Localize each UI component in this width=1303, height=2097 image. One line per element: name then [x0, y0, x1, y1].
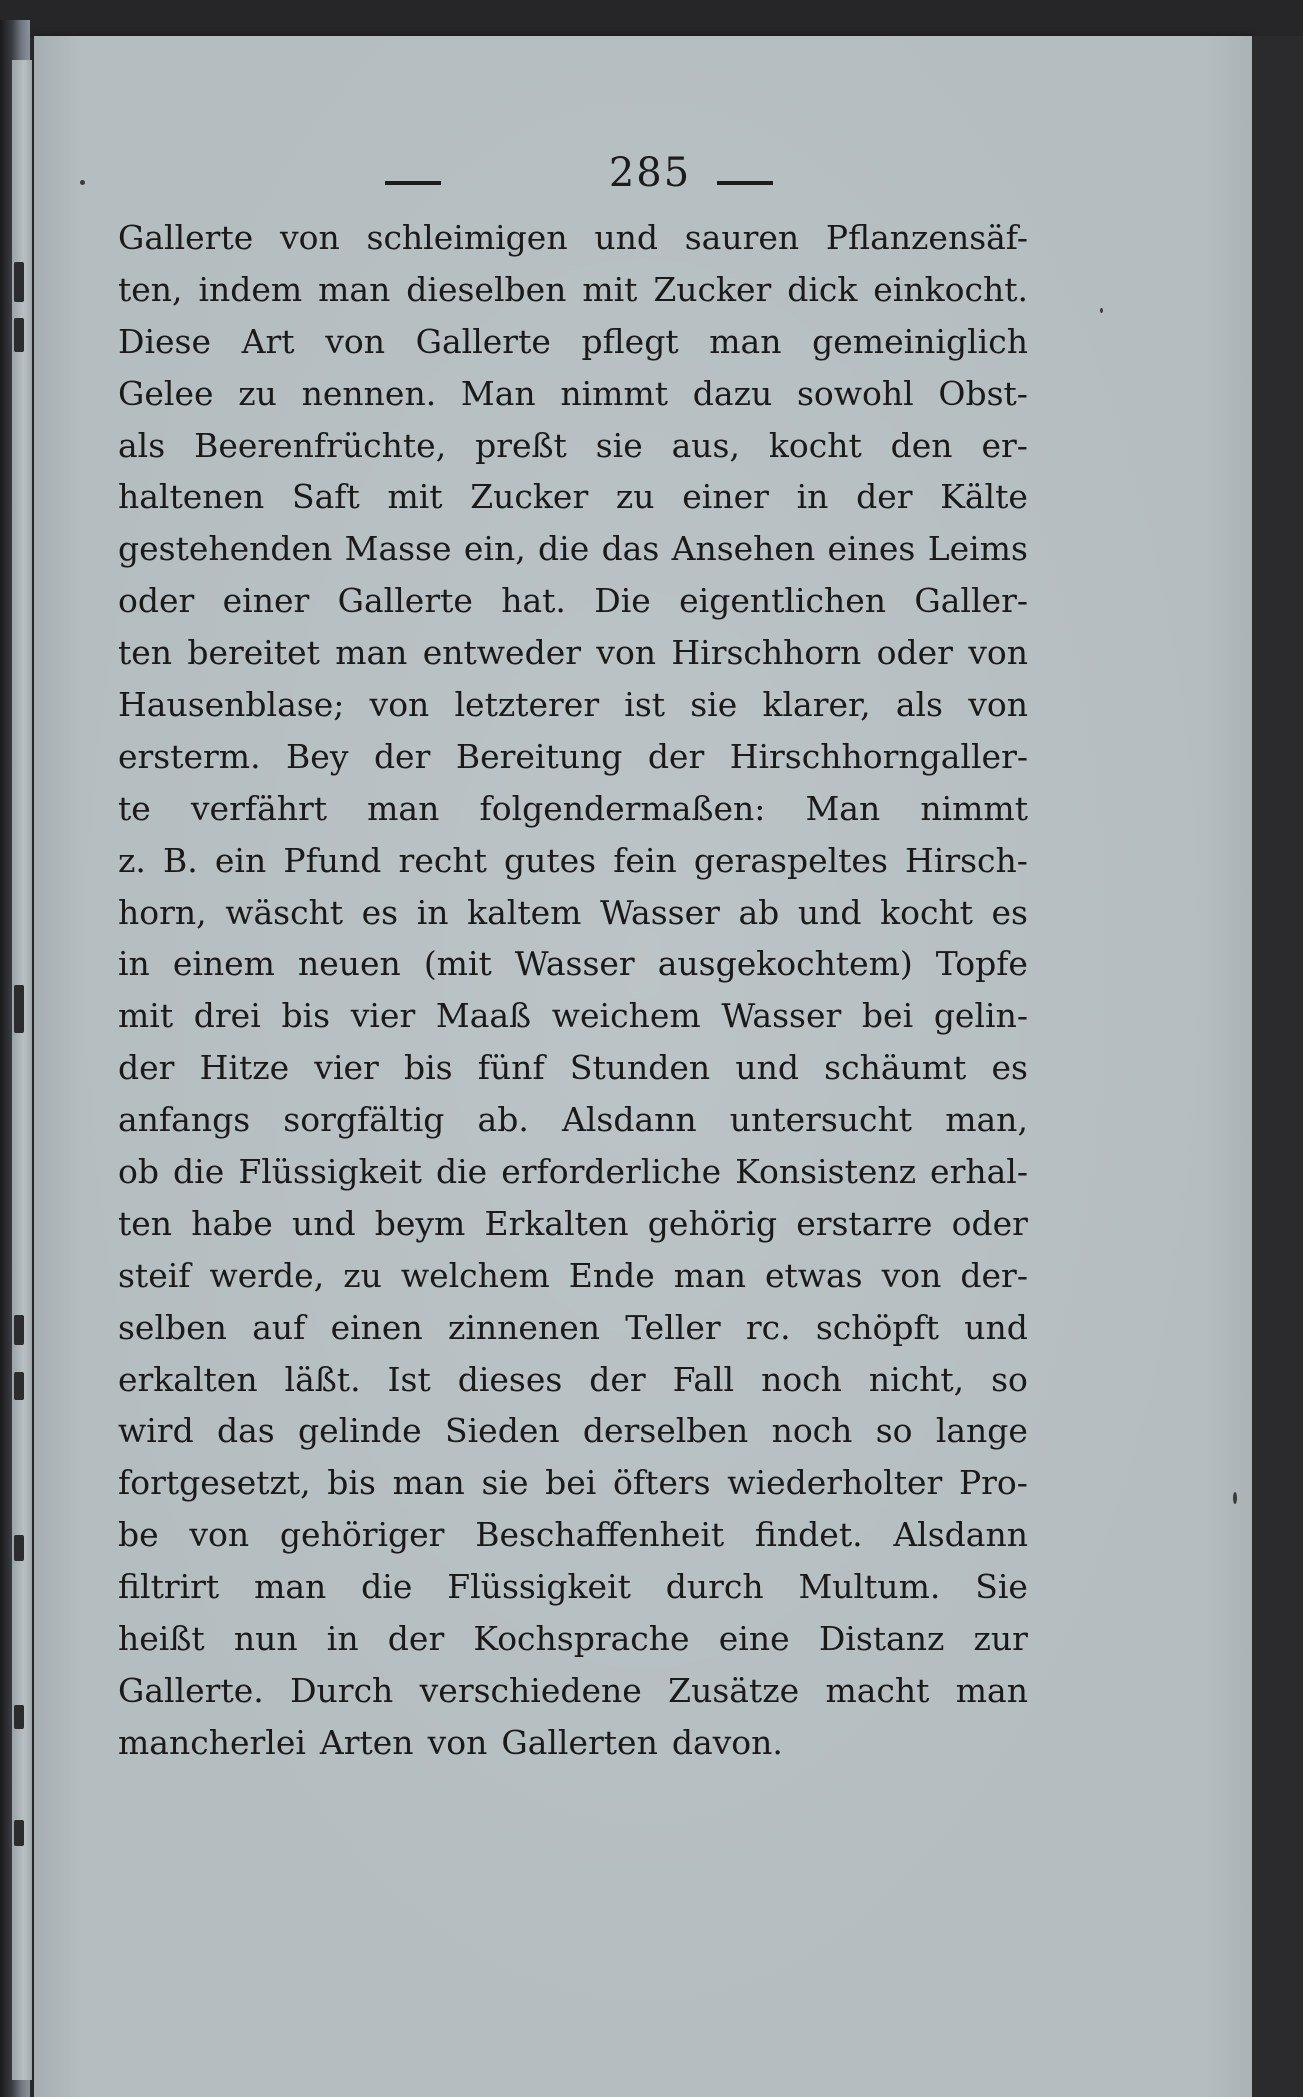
word: lange: [935, 1411, 1028, 1451]
word: man: [335, 633, 408, 673]
word: bereitet: [187, 633, 320, 673]
word: die: [435, 1152, 488, 1192]
word: (mit: [423, 944, 492, 984]
word: der: [856, 477, 913, 517]
word: gutes: [503, 840, 597, 880]
word: wäscht: [225, 892, 344, 932]
word: der: [387, 1619, 445, 1659]
previous-page-edge: [12, 60, 32, 2080]
text-line: [118, 575, 1028, 627]
word: Leims: [927, 529, 1028, 569]
word: werde,: [209, 1255, 325, 1295]
word: wird: [118, 1411, 194, 1451]
word: etwas: [764, 1255, 863, 1295]
word: ten: [118, 633, 173, 673]
word: letzterer: [454, 685, 600, 725]
word: schleimigen: [366, 218, 568, 257]
word: der: [647, 736, 705, 776]
word: der-: [960, 1255, 1028, 1295]
word: bis: [327, 1463, 376, 1503]
word: gehörig: [647, 1203, 778, 1243]
word: Hausenblase;: [118, 685, 345, 725]
text-line: [118, 316, 1028, 368]
previous-page-glyph: [14, 1820, 24, 1846]
word: gehöriger: [279, 1515, 445, 1555]
word: auf: [252, 1307, 306, 1347]
word: und: [964, 1307, 1028, 1347]
word: mit: [118, 996, 174, 1036]
word: filtrirt: [118, 1567, 220, 1607]
word: zu: [343, 1255, 382, 1295]
word: Arten: [319, 1722, 414, 1762]
scanner-background: [0, 0, 1303, 38]
word: und: [797, 892, 862, 932]
word: Distanz: [818, 1619, 945, 1659]
word: einer: [222, 581, 310, 621]
word: gelinde: [298, 1411, 422, 1451]
text-line: [118, 1094, 1028, 1146]
word: Konsistenz: [735, 1152, 916, 1192]
text-line: [118, 731, 1028, 783]
word: Flüssigkeit: [447, 1567, 631, 1607]
word: Man: [460, 373, 536, 413]
word: Sieden: [445, 1411, 560, 1451]
word: einem: [172, 944, 275, 984]
word: eines: [827, 529, 916, 569]
word: Wasser: [514, 944, 635, 984]
word: fortgesetzt,: [118, 1463, 311, 1503]
word: gestehenden: [118, 529, 333, 569]
word: fein: [613, 840, 677, 880]
word: es: [361, 892, 399, 932]
word: von: [369, 685, 430, 725]
text-line: [118, 627, 1028, 679]
word: einer: [682, 477, 769, 517]
word: Man: [805, 788, 881, 828]
word: sie: [595, 425, 643, 465]
word: so: [991, 1359, 1028, 1399]
word: noch: [771, 1411, 853, 1451]
word: selben: [118, 1307, 227, 1347]
word: B.: [163, 840, 198, 880]
text-line: [118, 938, 1028, 990]
word: oder: [118, 581, 195, 621]
word: man: [254, 1567, 327, 1607]
word: so: [875, 1411, 913, 1451]
word: bei: [545, 1463, 597, 1503]
word: noch: [761, 1359, 842, 1399]
word: Hirsch-: [905, 840, 1028, 880]
previous-page-glyph: [14, 262, 24, 302]
word: Gallerte: [337, 581, 473, 621]
word: Wasser: [599, 892, 720, 932]
word: findet.: [754, 1515, 863, 1555]
word: heißt: [118, 1619, 205, 1659]
word: te: [118, 788, 151, 828]
header-dash-right: [717, 181, 773, 185]
word: Bey: [286, 736, 349, 776]
word: Bereitung: [455, 736, 623, 776]
word: Ende: [568, 1255, 655, 1295]
word: geraspeltes: [693, 840, 888, 880]
word: steif: [118, 1255, 191, 1295]
word: Kälte: [940, 477, 1028, 517]
word: man: [367, 788, 440, 828]
text-line: [118, 1042, 1028, 1094]
word: er-: [981, 425, 1028, 465]
word: recht: [398, 840, 487, 880]
word: und: [594, 218, 658, 257]
word: zinnenen: [447, 1307, 600, 1347]
word: Obst-: [938, 373, 1028, 413]
previous-page-glyph: [14, 1705, 24, 1729]
word: beym: [374, 1203, 466, 1243]
word: davon.: [671, 1722, 783, 1762]
word: es: [991, 892, 1028, 932]
body-text: [118, 212, 1028, 1769]
word: öfters: [613, 1463, 711, 1503]
word: die: [538, 529, 590, 569]
word: klarer,: [762, 685, 871, 725]
word: Art: [241, 321, 295, 361]
word: die: [173, 1152, 225, 1192]
word: schöpft: [815, 1307, 940, 1347]
word: Alsdann: [562, 1100, 697, 1140]
paper-speck: [1233, 1492, 1237, 1504]
word: sie: [481, 1463, 529, 1503]
word: mancherlei: [118, 1722, 306, 1762]
word: Gallerte: [118, 218, 254, 257]
word: man: [392, 1463, 465, 1503]
word: bis: [403, 1048, 453, 1088]
text-line: [118, 1250, 1028, 1302]
word: haltenen: [118, 477, 265, 517]
word: Hirschhorn: [671, 633, 862, 673]
word: dazu: [692, 373, 773, 413]
previous-page-glyph: [14, 985, 24, 1033]
word: nimmt: [920, 788, 1028, 828]
word: Alsdann: [893, 1515, 1028, 1555]
header-dash-left: [385, 181, 441, 185]
word: in: [416, 892, 449, 932]
scanner-background-right: [1252, 36, 1303, 2097]
word: aus,: [671, 425, 740, 465]
word: es: [991, 1048, 1028, 1088]
word: Diese: [118, 321, 212, 361]
word: läßt.: [284, 1359, 361, 1399]
word: Flüssigkeit: [238, 1152, 422, 1192]
word: erforderliche: [501, 1152, 722, 1192]
word: Die: [594, 581, 651, 621]
word: nimmt: [560, 373, 669, 413]
word: Gallerten: [501, 1722, 658, 1762]
word: ersterm.: [118, 736, 261, 776]
word: von: [968, 633, 1028, 673]
word: das: [217, 1411, 275, 1451]
word: von: [427, 1722, 488, 1762]
word: einen: [330, 1307, 423, 1347]
word: man: [709, 321, 782, 361]
word: bis: [281, 996, 331, 1036]
text-line: [118, 783, 1028, 835]
word: dick: [787, 269, 858, 309]
word: Durch: [290, 1670, 394, 1710]
word: be: [118, 1515, 159, 1555]
previous-page-glyph: [14, 1535, 24, 1561]
word: zu: [615, 477, 655, 517]
word: ein,: [463, 529, 526, 569]
word: von: [280, 218, 340, 257]
text-line: [118, 990, 1028, 1042]
word: Wasser: [721, 996, 842, 1036]
word: man: [673, 1255, 746, 1295]
word: Erkalten: [484, 1203, 629, 1243]
word: untersucht: [729, 1100, 913, 1140]
word: nennen.: [301, 373, 437, 413]
word: von: [596, 633, 657, 673]
page-number: 285: [608, 150, 692, 196]
word: dieselben: [406, 269, 567, 309]
word: folgendermaßen:: [479, 788, 766, 828]
word: Pro-: [958, 1463, 1028, 1503]
word: schäumt: [824, 1048, 967, 1088]
word: zu: [238, 373, 277, 413]
text-line: [118, 523, 1028, 575]
word: oder: [951, 1203, 1028, 1243]
word: neuen: [297, 944, 401, 984]
word: gelin-: [933, 996, 1028, 1036]
word: pflegt: [581, 321, 679, 361]
word: macht: [825, 1670, 930, 1710]
word: horn,: [118, 892, 207, 932]
text-line: [118, 887, 1028, 939]
word: erstarre: [796, 1203, 933, 1243]
text-line: [118, 1302, 1028, 1354]
word: Topfe: [935, 944, 1028, 984]
text-line: [118, 1717, 1028, 1769]
word: ten,: [118, 269, 183, 309]
word: wiederholter: [727, 1463, 943, 1503]
word: verschiedene: [419, 1670, 642, 1710]
word: mit: [387, 477, 443, 517]
word: Kochsprache: [473, 1619, 690, 1659]
word: fünf: [477, 1048, 545, 1088]
word: sorgfältig: [283, 1100, 445, 1140]
word: einkocht.: [873, 269, 1028, 309]
word: sie: [690, 685, 738, 725]
word: vier: [314, 1048, 379, 1088]
word: kocht: [880, 892, 973, 932]
word: ab: [738, 892, 780, 932]
word: Gelee: [118, 373, 214, 413]
text-line: [118, 1561, 1028, 1613]
word: und: [291, 1203, 356, 1243]
word: als: [895, 685, 943, 725]
word: den: [890, 425, 953, 465]
word: entweder: [422, 633, 581, 673]
word: der: [118, 1048, 175, 1088]
word: preßt: [475, 425, 567, 465]
word: ab.: [477, 1100, 529, 1140]
word: erhal-: [930, 1152, 1028, 1192]
word: derselben: [582, 1411, 749, 1451]
word: nun: [233, 1619, 298, 1659]
paper-speck: [80, 180, 85, 185]
word: der: [373, 736, 431, 776]
word: Ist: [387, 1359, 431, 1399]
word: das: [601, 529, 660, 569]
text-line: [118, 1146, 1028, 1198]
word: bei: [861, 996, 914, 1036]
text-line: [118, 679, 1028, 731]
word: Multum.: [798, 1567, 941, 1607]
word: verfährt: [190, 788, 328, 828]
word: dieses: [457, 1359, 563, 1399]
word: Galler-: [914, 581, 1028, 621]
word: sowohl: [796, 373, 914, 413]
word: Stunden: [569, 1048, 711, 1088]
word: Fall: [672, 1359, 735, 1399]
word: von: [968, 685, 1028, 725]
word: ob: [118, 1152, 159, 1192]
word: von: [881, 1255, 942, 1295]
text-line: [118, 1665, 1028, 1717]
word: Pfund: [283, 840, 382, 880]
word: z.: [118, 840, 146, 880]
word: erkalten: [118, 1359, 258, 1399]
word: als: [118, 425, 166, 465]
word: ausgekochtem): [657, 944, 913, 984]
word: von: [325, 321, 385, 361]
word: man: [955, 1670, 1028, 1710]
word: rc.: [745, 1307, 791, 1347]
word: indem: [198, 269, 303, 309]
word: der: [589, 1359, 646, 1399]
word: ein: [214, 840, 267, 880]
word: zur: [973, 1619, 1028, 1659]
word: eigentlichen: [679, 581, 887, 621]
word: sauren: [684, 218, 800, 257]
word: in: [796, 477, 829, 517]
word: gemeiniglich: [812, 321, 1028, 361]
word: oder: [876, 633, 953, 673]
word: eine: [718, 1619, 790, 1659]
text-line: [118, 420, 1028, 472]
word: man,: [945, 1100, 1028, 1140]
word: durch: [665, 1567, 764, 1607]
text-line: [118, 368, 1028, 420]
word: ist: [624, 685, 666, 725]
word: in: [326, 1619, 359, 1659]
text-line: [118, 1509, 1028, 1561]
text-line: [118, 1405, 1028, 1457]
text-line: [118, 264, 1028, 316]
word: Ansehen: [671, 529, 816, 569]
text-line: [118, 212, 1028, 264]
word: Maaß: [435, 996, 532, 1036]
word: Zusätze: [668, 1670, 800, 1710]
word: ten: [118, 1203, 173, 1243]
word: von: [189, 1515, 250, 1555]
word: Masse: [344, 529, 452, 569]
paper-speck: [1100, 308, 1103, 313]
previous-page-glyph: [14, 318, 24, 352]
word: drei: [193, 996, 261, 1036]
word: Sie: [975, 1567, 1028, 1607]
text-line: [118, 835, 1028, 887]
word: man: [318, 269, 391, 309]
text-line: [118, 1613, 1028, 1665]
word: anfangs: [118, 1100, 251, 1140]
text-line: [118, 1354, 1028, 1406]
word: weichem: [551, 996, 701, 1036]
word: Hirschhorngaller-: [729, 736, 1028, 776]
word: hat.: [501, 581, 566, 621]
word: Hitze: [199, 1048, 290, 1088]
word: nicht,: [868, 1359, 965, 1399]
word: habe: [191, 1203, 273, 1243]
word: Gallerte: [415, 321, 551, 361]
text-line: [118, 471, 1028, 523]
word: Zucker: [470, 477, 589, 517]
text-line: [118, 1198, 1028, 1250]
word: Gallerte.: [118, 1670, 264, 1710]
previous-page-glyph: [14, 1372, 24, 1400]
word: die: [361, 1567, 413, 1607]
word: Pflanzensäf-: [825, 218, 1028, 257]
word: Teller: [625, 1307, 721, 1347]
word: Zucker: [653, 269, 772, 309]
word: kaltem: [467, 892, 582, 932]
text-line: [118, 1457, 1028, 1509]
word: mit: [582, 269, 638, 309]
word: Beschaffenheit: [475, 1515, 725, 1555]
word: vier: [350, 996, 416, 1036]
word: kocht: [768, 425, 862, 465]
word: Saft: [292, 477, 360, 517]
word: und: [735, 1048, 799, 1088]
word: welchem: [400, 1255, 550, 1295]
word: Beerenfrüchte,: [194, 425, 447, 465]
previous-page-glyph: [14, 1315, 24, 1345]
word: in: [118, 944, 150, 984]
